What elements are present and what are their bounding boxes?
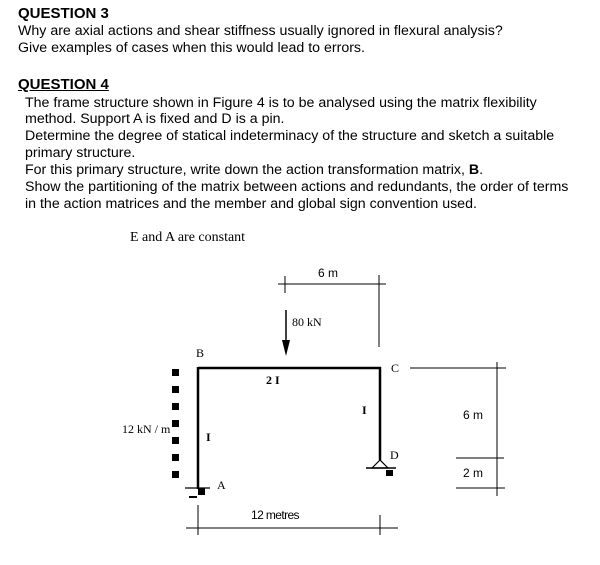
question-4-line-text: For this primary structure, write down the action transformation matrix,	[25, 162, 469, 178]
udl-label: 12 kN / m	[122, 422, 171, 436]
question-3-line: Give examples of cases when this would lead to errors.	[18, 40, 365, 56]
question-4-line: method. Support A is fixed and D is a pin.	[25, 111, 285, 127]
figure-note: E and A are constant	[130, 230, 246, 245]
point-load-arrow	[282, 310, 290, 356]
dim-bottom-label: 12 metres	[251, 508, 299, 522]
question-4-line: in the action matrices and the member and global sign convention used.	[25, 196, 477, 212]
pin-support-icon	[366, 460, 396, 476]
node-a-label: A	[217, 478, 226, 492]
question-3-heading: QUESTION 3	[18, 5, 109, 22]
question-4-line: primary structure.	[25, 145, 136, 161]
left-column-inertia-label: I	[206, 430, 211, 444]
question-4-line: Determine the degree of statical indeterminacy of the structure and sketch a suitable	[25, 128, 555, 144]
beam-inertia-label: 2 I	[266, 373, 280, 387]
question-3-line: Why are axial actions and shear stiffness usually ignored in flexural analysis?	[18, 23, 503, 39]
fixed-support-icon	[185, 488, 210, 498]
point-load-label: 80 kN	[292, 315, 322, 329]
right-column-inertia-label: I	[362, 403, 367, 417]
question-4-line: The frame structure shown in Figure 4 is to be analysed using the matrix flexibility	[25, 95, 537, 111]
question-4-heading: QUESTION 4	[18, 76, 109, 93]
node-b-label: B	[196, 346, 205, 360]
dim-right-upper-label: 6 m	[463, 408, 484, 422]
node-d-label: D	[390, 448, 399, 462]
frame-members	[198, 367, 381, 489]
dimension-lines	[186, 275, 506, 535]
question-4-line: Show the partitioning of the matrix between actions and redundants, the order of terms	[25, 179, 569, 195]
node-c-label: C	[391, 361, 400, 375]
distributed-load-icon	[172, 369, 179, 478]
matrix-symbol: B	[468, 162, 480, 178]
period: .	[479, 162, 484, 178]
dim-right-lower-label: 2 m	[463, 466, 484, 480]
dim-top-label: 6 m	[318, 266, 339, 280]
